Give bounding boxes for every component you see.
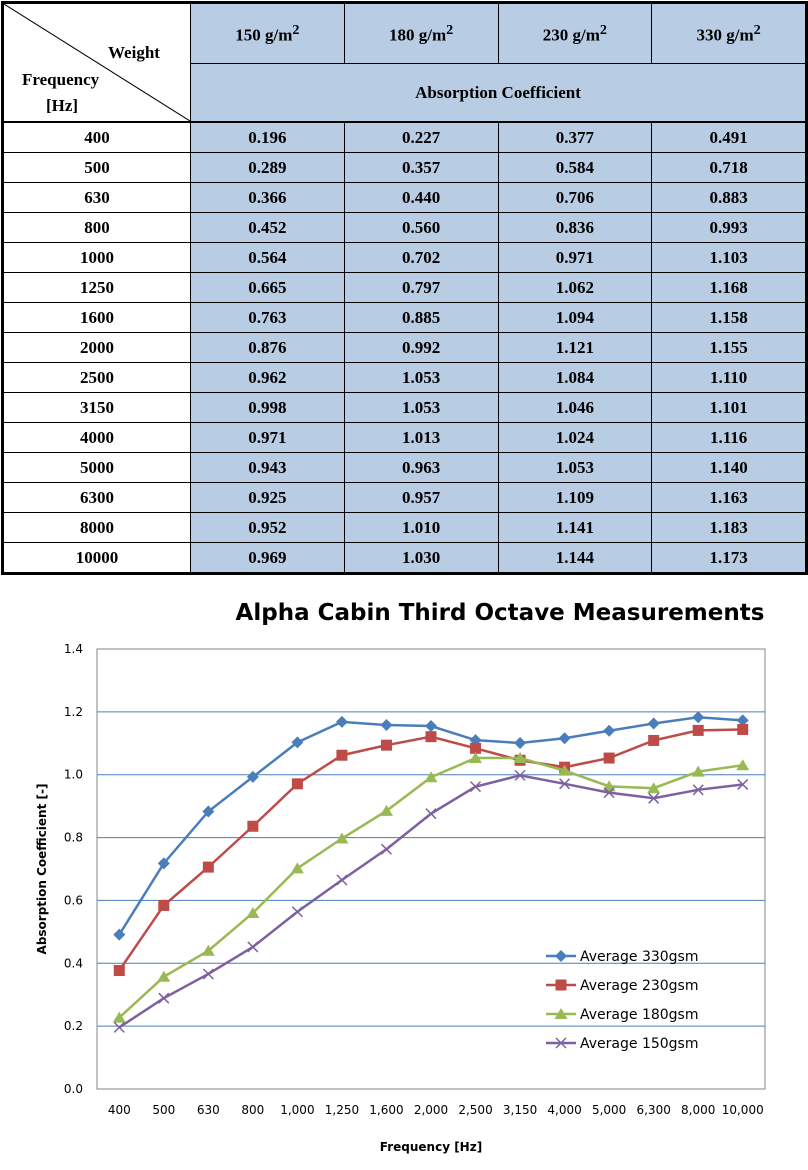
weight-superscript: 2 [599, 21, 607, 38]
frequency-cell: 8000 [3, 513, 191, 543]
x-tick-label: 1,000 [280, 1103, 315, 1117]
legend-marker [556, 980, 567, 991]
table-row [3, 543, 807, 574]
coefficient-cell: 0.969 [191, 543, 345, 574]
coefficient-cell: 1.013 [344, 423, 498, 453]
x-tick-label: 10,000 [721, 1103, 764, 1117]
coefficient-cell: 1.030 [344, 543, 498, 574]
table-row [3, 122, 807, 153]
coefficient-cell: 1.046 [498, 393, 652, 423]
y-tick-label: 0.4 [63, 956, 83, 971]
x-tick-label: 5,000 [591, 1103, 627, 1117]
data-point [426, 731, 437, 742]
y-axis-label: Absorption Coefficient [-] [35, 783, 49, 955]
data-point [203, 862, 214, 873]
coefficient-cell: 0.227 [344, 122, 498, 153]
coefficient-cell: 1.010 [344, 513, 498, 543]
table-row [3, 243, 807, 273]
weight-header-330 [652, 3, 807, 64]
coefficient-cell: 1.062 [498, 273, 652, 303]
coefficient-cell: 0.993 [652, 213, 807, 243]
weight-header-label: 330 g/m [696, 25, 754, 45]
table-row [3, 303, 807, 333]
coefficient-cell: 1.109 [498, 483, 652, 513]
legend-label: Average 150gsm [580, 1036, 699, 1052]
frequency-cell: 1600 [3, 303, 191, 333]
coefficient-cell: 0.952 [191, 513, 345, 543]
legend-label: Average 230gsm [580, 978, 699, 994]
coefficient-cell: 0.560 [344, 213, 498, 243]
coefficient-cell: 0.998 [191, 393, 345, 423]
data-point [381, 740, 392, 751]
table-row [3, 333, 807, 363]
frequency-cell: 400 [3, 122, 191, 153]
coefficient-cell: 0.584 [498, 153, 652, 183]
data-point [604, 753, 615, 764]
data-point [336, 750, 347, 761]
coefficient-cell: 0.718 [652, 153, 807, 183]
absorption-coefficient-subheader: Absorption Coefficient [191, 64, 807, 123]
x-tick-label: 4,000 [547, 1103, 582, 1117]
coefficient-cell: 0.943 [191, 453, 345, 483]
y-tick-label: 0.2 [63, 1019, 83, 1034]
plot-area [97, 649, 765, 1089]
x-axis-ticks [108, 1103, 764, 1117]
frequency-cell: 6300 [3, 483, 191, 513]
coefficient-cell: 0.357 [344, 153, 498, 183]
frequency-cell: 2000 [3, 333, 191, 363]
table-row [3, 423, 807, 453]
coefficient-cell: 1.053 [498, 453, 652, 483]
x-tick-label: 1,600 [369, 1103, 404, 1117]
coefficient-cell: 0.925 [191, 483, 345, 513]
coefficient-cell: 1.084 [498, 363, 652, 393]
coefficient-cell: 0.763 [191, 303, 345, 333]
y-tick-label: 1.0 [63, 767, 83, 782]
coefficient-cell: 1.173 [652, 543, 807, 574]
coefficient-cell: 1.053 [344, 393, 498, 423]
y-tick-label: 1.4 [63, 642, 83, 656]
coefficient-cell: 1.168 [652, 273, 807, 303]
data-point [114, 965, 125, 976]
table-row [3, 363, 807, 393]
frequency-cell: 1000 [3, 243, 191, 273]
coefficient-cell: 0.377 [498, 122, 652, 153]
x-tick-label: 1,250 [324, 1103, 360, 1117]
corner-weight-label: Weight [108, 43, 160, 62]
coefficient-cell: 0.706 [498, 183, 652, 213]
data-point [693, 725, 704, 736]
coefficient-cell: 0.836 [498, 213, 652, 243]
table-row [3, 273, 807, 303]
coefficient-cell: 1.094 [498, 303, 652, 333]
coefficient-cell: 0.452 [191, 213, 345, 243]
coefficient-cell: 0.963 [344, 453, 498, 483]
frequency-cell: 2500 [3, 363, 191, 393]
coefficient-cell: 1.155 [652, 333, 807, 363]
coefficient-cell: 1.110 [652, 363, 807, 393]
corner-diagonal-line [4, 4, 190, 121]
table-body [3, 122, 807, 574]
coefficient-cell: 0.876 [191, 333, 345, 363]
weight-superscript: 2 [446, 21, 454, 38]
coefficient-cell: 1.141 [498, 513, 652, 543]
coefficient-cell: 0.289 [191, 153, 345, 183]
y-tick-label: 0.0 [63, 1082, 83, 1096]
x-tick-label: 630 [196, 1103, 220, 1117]
table-row [3, 453, 807, 483]
coefficient-cell: 0.962 [191, 363, 345, 393]
frequency-cell: 10000 [3, 543, 191, 574]
data-point [737, 724, 748, 735]
corner-unit-label: [Hz] [46, 96, 79, 115]
coefficient-cell: 0.196 [191, 122, 345, 153]
coefficient-cell: 1.024 [498, 423, 652, 453]
coefficient-cell: 0.957 [344, 483, 498, 513]
weight-header-150 [191, 3, 345, 64]
coefficient-cell: 1.140 [652, 453, 807, 483]
coefficient-cell: 0.665 [191, 273, 345, 303]
coefficient-cell: 1.158 [652, 303, 807, 333]
line-chart [0, 580, 808, 1170]
x-tick-label: 6,300 [636, 1103, 671, 1117]
data-point [292, 778, 303, 789]
legend-label: Average 180gsm [580, 1007, 699, 1023]
coefficient-cell: 0.797 [344, 273, 498, 303]
table-row [3, 513, 807, 543]
coefficient-cell: 0.885 [344, 303, 498, 333]
coefficient-cell: 0.491 [652, 122, 807, 153]
table-row [3, 183, 807, 213]
frequency-cell: 5000 [3, 453, 191, 483]
table-row [3, 393, 807, 423]
weight-header-230 [498, 3, 652, 64]
frequency-cell: 3150 [3, 393, 191, 423]
chart-title: Alpha Cabin Third Octave Measurements [235, 600, 765, 626]
weight-header-180 [344, 3, 498, 64]
coefficient-cell: 0.883 [652, 183, 807, 213]
x-tick-label: 3,150 [502, 1103, 538, 1117]
weight-superscript: 2 [292, 21, 300, 38]
weight-header-label: 150 g/m [235, 25, 293, 45]
coefficient-cell: 1.101 [652, 393, 807, 423]
coefficient-cell: 1.144 [498, 543, 652, 574]
data-point [247, 821, 258, 832]
legend-label: Average 330gsm [580, 949, 699, 965]
data-point [648, 735, 659, 746]
x-tick-label: 500 [152, 1103, 176, 1117]
frequency-cell: 4000 [3, 423, 191, 453]
x-tick-label: 400 [107, 1103, 131, 1117]
frequency-cell: 500 [3, 153, 191, 183]
frequency-cell: 800 [3, 213, 191, 243]
y-tick-label: 0.8 [63, 830, 83, 845]
coefficient-cell: 1.053 [344, 363, 498, 393]
table-corner-header [3, 3, 191, 123]
corner-frequency-label: Frequency [22, 70, 100, 89]
coefficient-cell: 0.366 [191, 183, 345, 213]
table-row [3, 213, 807, 243]
absorption-table [1, 1, 808, 575]
table-row [3, 153, 807, 183]
weight-header-label: 230 g/m [542, 25, 600, 45]
coefficient-cell: 1.103 [652, 243, 807, 273]
x-tick-label: 2,500 [458, 1103, 493, 1117]
coefficient-cell: 0.702 [344, 243, 498, 273]
y-tick-label: 1.2 [63, 704, 83, 719]
coefficient-cell: 1.163 [652, 483, 807, 513]
x-tick-label: 800 [241, 1103, 265, 1117]
coefficient-cell: 0.440 [344, 183, 498, 213]
x-axis-label: Frequency [Hz] [379, 1140, 483, 1154]
x-tick-label: 8,000 [681, 1103, 716, 1117]
data-point [158, 900, 169, 911]
coefficient-cell: 1.121 [498, 333, 652, 363]
y-tick-label: 0.6 [63, 893, 83, 908]
coefficient-cell: 0.992 [344, 333, 498, 363]
weight-header-label: 180 g/m [389, 25, 447, 45]
coefficient-cell: 0.971 [498, 243, 652, 273]
coefficient-cell: 1.116 [652, 423, 807, 453]
y-axis-ticks [64, 642, 83, 1096]
coefficient-cell: 0.564 [191, 243, 345, 273]
table-row [3, 483, 807, 513]
weight-superscript: 2 [753, 21, 761, 38]
frequency-cell: 630 [3, 183, 191, 213]
frequency-cell: 1250 [3, 273, 191, 303]
coefficient-cell: 0.971 [191, 423, 345, 453]
coefficient-cell: 1.183 [652, 513, 807, 543]
x-tick-label: 2,000 [413, 1103, 449, 1117]
